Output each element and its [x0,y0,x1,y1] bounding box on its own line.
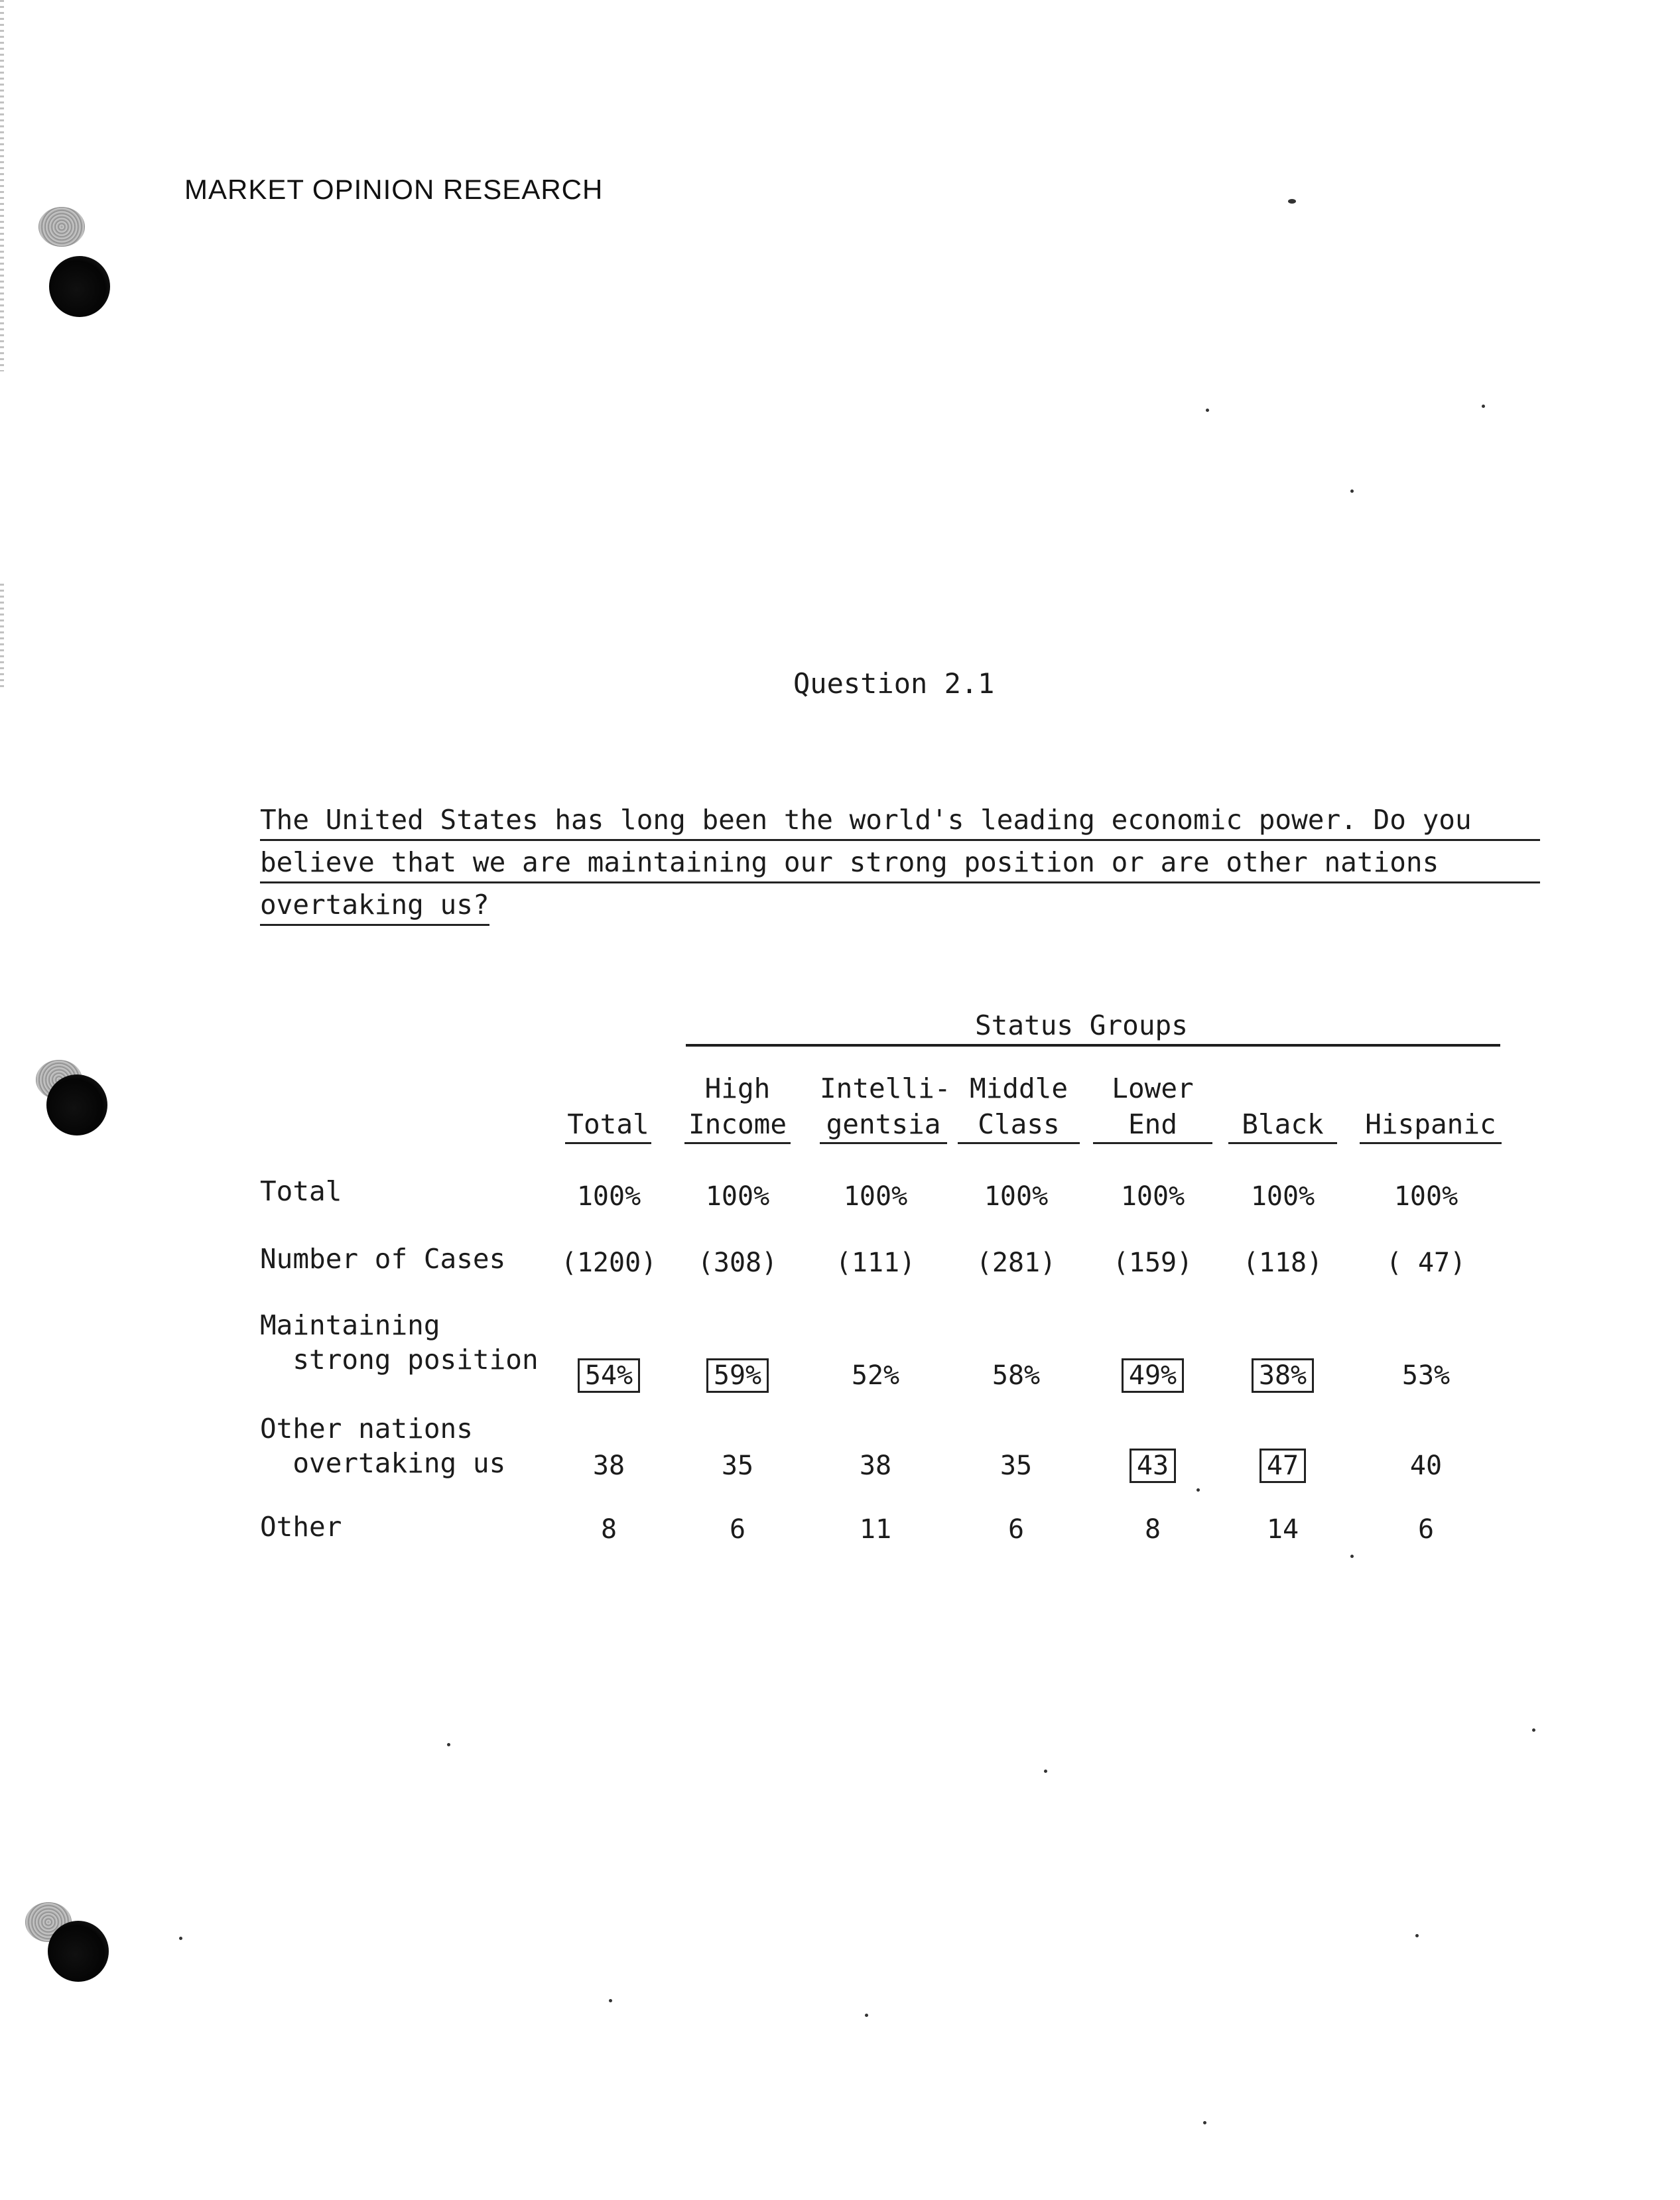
table-cell-value: 14 [1266,1514,1299,1545]
table-cell-value: (118) [1242,1248,1323,1278]
table-cell [549,1360,669,1391]
column-header-total [565,1070,651,1144]
status-groups-title: Status Groups [975,1009,1188,1041]
table-cell-value: 100% [1120,1181,1185,1212]
table-cell-value: 100% [705,1181,770,1212]
column-header-line2: Hispanic [1365,1108,1496,1140]
table-cell-value: 47 [1260,1449,1306,1483]
table-cell [1093,1247,1212,1279]
table-cell [956,1247,1076,1279]
table-cell-value: 100% [843,1181,908,1212]
scan-speck [1482,405,1485,408]
table-cell [678,1360,797,1391]
table-cell [1223,1360,1342,1391]
table-cell-value: 8 [1144,1514,1161,1545]
row-label-total: Total [260,1175,342,1207]
table-cell [816,1181,935,1212]
table-cell [1366,1247,1486,1279]
table-cell-value: 6 [1417,1514,1435,1545]
table-cell [1366,1360,1486,1391]
scan-speck [179,1937,182,1940]
scan-edge-marks [0,0,4,371]
table-cell [549,1181,669,1212]
table-cell [1223,1247,1342,1279]
question-text-line: believe that we are maintaining our strong position or are other nations [260,841,1540,883]
column-header-middle-class [958,1070,1080,1144]
question-title: Question 2.1 [793,667,995,700]
table-cell [549,1450,669,1482]
punch-hole [48,1921,109,1982]
table-cell-value: 58% [992,1360,1041,1391]
punch-hole [49,256,110,317]
column-header-line1 [565,1070,651,1106]
scan-speck [865,2014,868,2017]
table-cell-value: ( 47) [1386,1248,1466,1278]
row-label-number-of-cases: Number of Cases [260,1243,506,1275]
row-label-other: Other [260,1511,342,1543]
column-header-line1 [1228,1070,1337,1106]
scan-speck [1196,1488,1200,1492]
letterhead: MARKET OPINION RESEARCH [184,174,604,205]
column-header-high-income [684,1070,791,1144]
scan-speck [1288,199,1296,204]
column-header-line2: Income [688,1108,787,1140]
column-header-line1 [1360,1070,1502,1106]
table-cell-value: (281) [976,1248,1057,1278]
scan-speck [1415,1934,1419,1937]
column-header-hispanic [1360,1070,1502,1144]
question-text-line: The United States has long been the world's leading economic power. Do you [260,799,1540,841]
column-header-line2: gentsia [826,1108,941,1140]
table-cell [1223,1181,1342,1212]
table-cell [1366,1450,1486,1482]
table-cell [956,1360,1076,1391]
table-cell [1366,1181,1486,1212]
table-cell [1093,1514,1212,1545]
scan-speck [1206,409,1209,412]
table-cell-value: 100% [1393,1181,1458,1212]
table-cell [1223,1514,1342,1545]
status-groups-rule [686,1044,1500,1047]
scan-speck [1532,1728,1535,1732]
table-cell-value: 59% [706,1358,769,1393]
table-cell-value: 43 [1130,1449,1176,1483]
column-header-line1: Lower [1112,1072,1194,1104]
row-label-maintaining: Maintaining [260,1309,440,1341]
column-header-line1: Middle [969,1072,1068,1104]
table-cell [956,1514,1076,1545]
punch-hole [46,1074,107,1135]
table-cell-value: 6 [729,1514,746,1545]
table-cell-value: 49% [1122,1358,1184,1393]
table-cell [1093,1360,1212,1391]
table-cell-value: 35 [1000,1451,1033,1481]
table-cell-value: 100% [984,1181,1049,1212]
table-cell [1093,1450,1212,1482]
table-cell [816,1247,935,1279]
column-header-line1: Intelli- [820,1072,951,1104]
table-cell-value: (308) [697,1248,778,1278]
table-cell-value: 38 [859,1451,892,1481]
question-text [260,799,1540,926]
table-cell [549,1247,669,1279]
column-header-intelligentsia [820,1070,951,1144]
punch-hole-ring [38,207,85,247]
table-cell-value: 40 [1409,1451,1443,1481]
table-cell [678,1514,797,1545]
table-cell-value: 100% [1250,1181,1315,1212]
table-cell-value: 53% [1401,1360,1451,1391]
question-text-line: overtaking us? [260,883,489,926]
table-cell-value: 52% [851,1360,900,1391]
table-cell [678,1247,797,1279]
table-cell-value: (111) [835,1248,916,1278]
scan-speck [609,1999,612,2002]
table-cell [1366,1514,1486,1545]
table-cell [549,1514,669,1545]
column-header-line2: Black [1242,1108,1324,1140]
column-header-line2: End [1128,1108,1178,1140]
table-cell [816,1360,935,1391]
scan-speck [1044,1770,1047,1773]
table-cell-value: 11 [859,1514,892,1545]
table-cell [956,1450,1076,1482]
table-cell [956,1181,1076,1212]
row-label-overtaking-us: overtaking us [260,1447,506,1479]
table-cell [1223,1450,1342,1482]
column-header-line1: High [704,1072,771,1104]
scan-speck [447,1743,450,1746]
column-header-black [1228,1070,1337,1144]
column-header-line2: Class [978,1108,1060,1140]
column-header-lower-end [1093,1070,1212,1144]
table-cell-value: 100% [576,1181,641,1212]
table-cell-value: 38% [1252,1358,1314,1393]
table-cell [816,1450,935,1482]
table-cell-value: 38 [592,1451,625,1481]
scan-speck [1350,489,1354,493]
table-cell-value: 6 [1007,1514,1025,1545]
table-cell-value: 35 [721,1451,754,1481]
scan-edge-marks [0,584,4,690]
table-cell [678,1450,797,1482]
scan-speck [1350,1555,1354,1558]
column-header-line2: Total [567,1108,649,1140]
table-cell-value: 54% [578,1358,640,1393]
scan-speck [1203,2121,1206,2124]
row-label-strong-position: strong position [260,1344,539,1376]
table-cell [678,1181,797,1212]
table-cell-value: 8 [600,1514,617,1545]
row-label-other-nations: Other nations [260,1413,473,1445]
table-cell [816,1514,935,1545]
table-cell-value: (159) [1112,1248,1193,1278]
table-cell-value: (1200) [560,1248,657,1278]
table-cell [1093,1181,1212,1212]
